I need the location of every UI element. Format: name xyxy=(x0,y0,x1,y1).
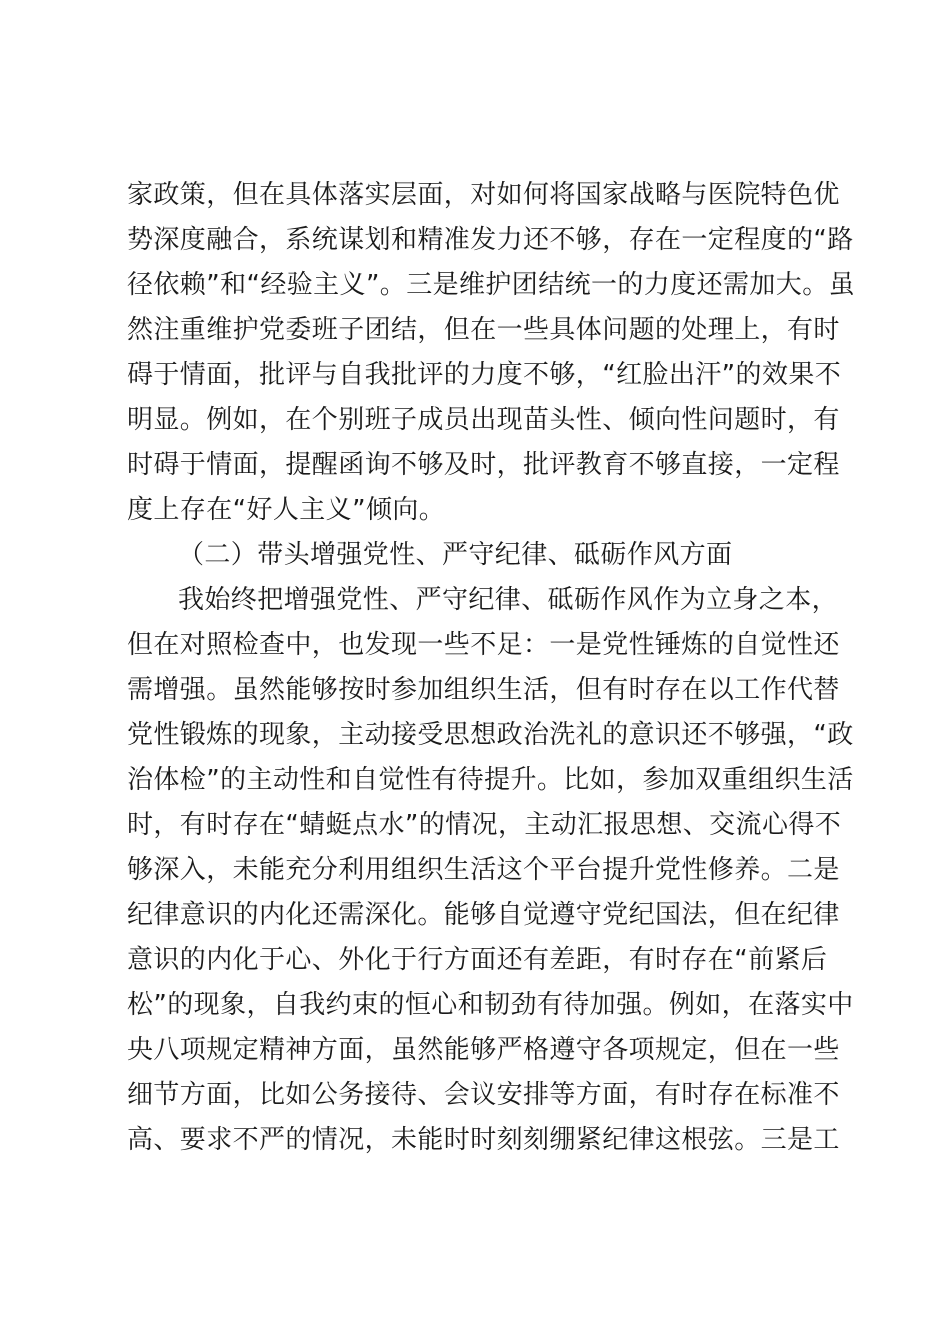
text-line: 党性锻炼的现象，主动接受思想政治洗礼的意识还不够强，“政 xyxy=(127,720,854,750)
text-line: 治体检”的主动性和自觉性有待提升。比如，参加双重组织生活 xyxy=(127,765,854,795)
text-line: 纪律意识的内化还需深化。能够自觉遵守党纪国法，但在纪律 xyxy=(127,900,840,930)
text-line: 需增强。虽然能够按时参加组织生活，但有时存在以工作代替 xyxy=(127,675,840,705)
text-line: 时，有时存在“蜻蜓点水”的情况，主动汇报思想、交流心得不 xyxy=(127,810,842,840)
text-line: 意识的内化于心、外化于行方面还有差距，有时存在“前紧后 xyxy=(127,945,828,975)
text-line: 松”的现象，自我约束的恒心和韧劲有待加强。例如，在落实中 xyxy=(127,990,854,1020)
text-line: 但在对照检查中，也发现一些不足：一是党性锤炼的自觉性还 xyxy=(127,630,840,660)
text-line: 够深入，未能充分利用组织生活这个平台提升党性修养。二是 xyxy=(127,855,840,885)
text-line: 径依赖”和“经验主义”。三是维护团结统一的力度还需加大。虽 xyxy=(127,270,856,300)
text-line: 碍于情面，批评与自我批评的力度不够，“红脸出汗”的效果不 xyxy=(127,360,842,390)
text-line: 家政策，但在具体落实层面，对如何将国家战略与医院特色优 xyxy=(127,180,840,210)
text-line: 细节方面，比如公务接待、会议安排等方面，有时存在标准不 xyxy=(127,1080,840,1110)
text-line: 明显。例如，在个别班子成员出现苗头性、倾向性问题时，有 xyxy=(127,405,840,435)
section-heading: （二）带头增强党性、严守纪律、砥砺作风方面 xyxy=(178,540,733,570)
text-line: 势深度融合，系统谋划和精准发力还不够，存在一定程度的“路 xyxy=(127,225,854,255)
text-line: 我始终把增强党性、严守纪律、砥砺作风作为立身之本， xyxy=(178,585,839,615)
text-line: 时碍于情面，提醒函询不够及时，批评教育不够直接，一定程 xyxy=(127,450,840,480)
text-line: 央八项规定精神方面，虽然能够严格遵守各项规定，但在一些 xyxy=(127,1035,840,1065)
text-line: 度上存在“好人主义”倾向。 xyxy=(127,495,446,525)
text-line: 然注重维护党委班子团结，但在一些具体问题的处理上，有时 xyxy=(127,315,840,345)
text-line: 高、要求不严的情况，未能时时刻刻绷紧纪律这根弦。三是工 xyxy=(127,1125,840,1155)
